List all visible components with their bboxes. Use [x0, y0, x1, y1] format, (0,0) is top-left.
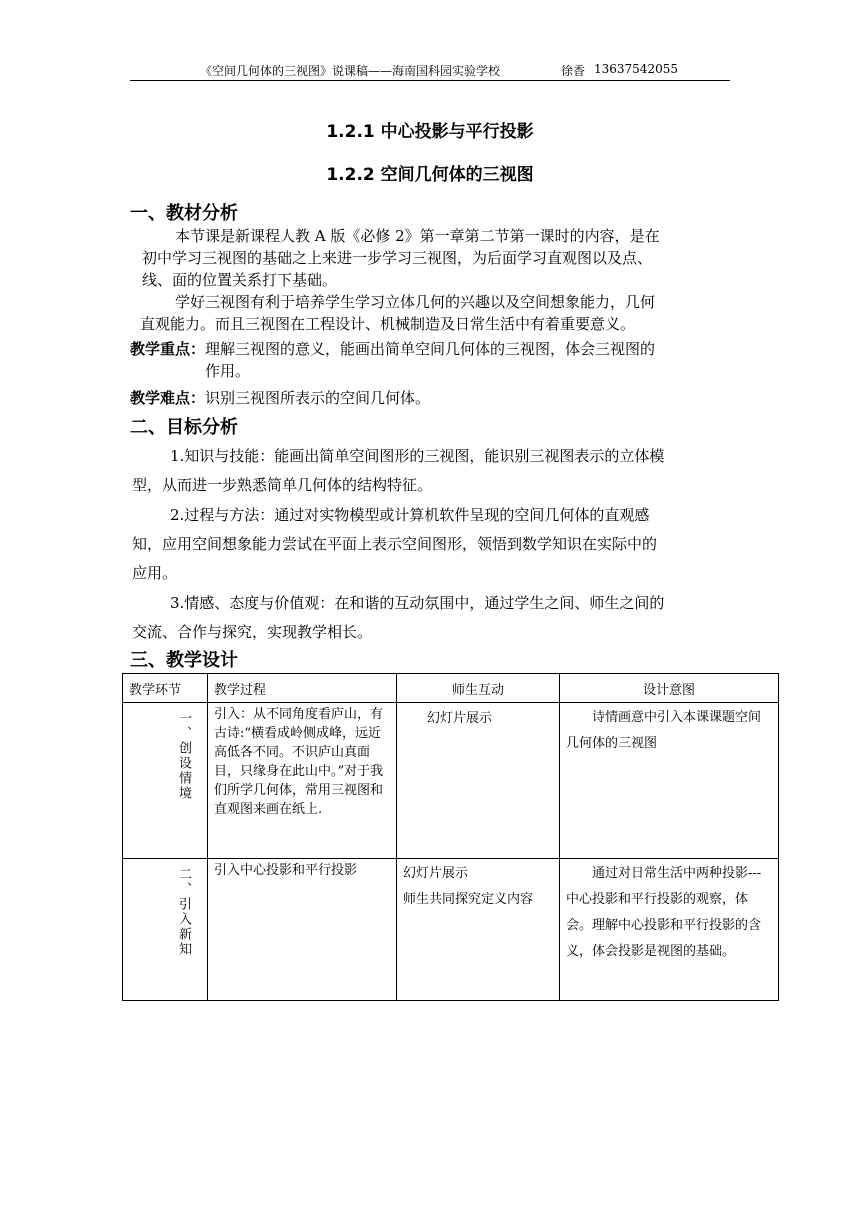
- row2-intent: 通过对日常生活中两种投影---中心投影和平行投影的观察，体会。理解中心投影和平行投影的含义，体会投影是视图的基础。: [560, 859, 779, 1001]
- row2-stage-text: 二、引入新知: [176, 867, 191, 957]
- table-header-row: [123, 674, 779, 703]
- goal-3-line2: 交流、合作与探究，实现教学相长。: [132, 623, 373, 641]
- key-point-label: 教学重点：: [130, 340, 206, 358]
- header-phone: 13637542055: [594, 62, 678, 76]
- header-interaction: 师生互动: [397, 674, 560, 703]
- key-point-line2: 作用。: [205, 362, 251, 380]
- analysis-p2-line1: 学好三视图有利于培养学生学习立体几何的兴趣以及空间想象能力，几何: [175, 293, 656, 311]
- goal-2-line2: 知，应用空间想象能力尝试在平面上表示空间图形，领悟到数学知识在实际中的: [132, 535, 658, 553]
- row1-stage-text: 一、创设情境: [176, 711, 191, 801]
- row1-process: 引入：从不同角度看庐山，有古诗:“横看成岭侧成峰，远近高低各不同。不识庐山真面目，只缘身在此山中。”对于我们所学几何体，常用三视图和直观图来画在纸上.: [208, 703, 397, 859]
- row1-stage: [123, 703, 208, 859]
- section-1-heading: 一、教材分析: [130, 203, 238, 224]
- analysis-p1-line1: 本节课是新课程人教 A 版《必修 2》第一章第二节第一课时的内容，是在: [175, 227, 660, 245]
- goal-1-line1: 1.知识与技能：能画出简单空间图形的三视图，能识别三视图表示的立体模: [170, 447, 665, 465]
- row2-interaction: 幻灯片展示 师生共同探究定义内容: [397, 859, 560, 1001]
- difficulty-label: 教学难点：: [130, 389, 206, 407]
- table-row: [123, 703, 779, 859]
- row2-process: 引入中心投影和平行投影: [208, 859, 397, 1001]
- row1-intent: 诗情画意中引入本课课题空间几何体的三视图: [560, 703, 779, 859]
- goal-2-line3: 应用。: [132, 564, 178, 582]
- difficulty: [130, 387, 430, 409]
- difficulty-text: 识别三视图所表示的空间几何体。: [205, 389, 431, 407]
- goal-3-line1: 3.情感、态度与价值观：在和谐的互动氛围中，通过学生之间、师生之间的: [170, 594, 665, 612]
- title-2: 1.2.2 空间几何体的三视图: [326, 165, 534, 185]
- teaching-design-table: [122, 673, 779, 1001]
- analysis-p1-line2: 初中学习三视图的基础之上来进一步学习三视图，为后面学习直观图以及点、: [142, 249, 653, 267]
- row1-interaction: 幻灯片展示: [397, 703, 560, 859]
- table-row: [123, 859, 779, 1001]
- analysis-p1-line3: 线、面的位置关系打下基础。: [142, 271, 338, 289]
- title-1: 1.2.1 中心投影与平行投影: [326, 122, 534, 142]
- page-header: [130, 62, 730, 81]
- header-process: 教学过程: [208, 674, 397, 703]
- section-3-heading: 三、教学设计: [130, 650, 238, 671]
- goal-1-line2: 型，从而进一步熟悉简单几何体的结构特征。: [132, 476, 433, 494]
- header-intent: 设计意图: [560, 674, 779, 703]
- analysis-p2-line2: 直观能力。而且三视图在工程设计、机械制造及日常生活中有着重要意义。: [140, 315, 636, 333]
- goal-2-line1: 2.过程与方法：通过对实物模型或计算机软件呈现的空间几何体的直观感: [170, 506, 650, 524]
- key-point: [130, 338, 655, 360]
- row2-stage: [123, 859, 208, 1001]
- section-2-heading: 二、目标分析: [130, 417, 238, 438]
- header-text: 《空间几何体的三视图》说课稿——海南国科园实验学校: [200, 64, 501, 78]
- key-point-line1: 理解三视图的意义，能画出简单空间几何体的三视图，体会三视图的: [205, 340, 656, 358]
- header-author: 徐香: [561, 64, 586, 78]
- header-stage: 教学环节: [123, 674, 208, 703]
